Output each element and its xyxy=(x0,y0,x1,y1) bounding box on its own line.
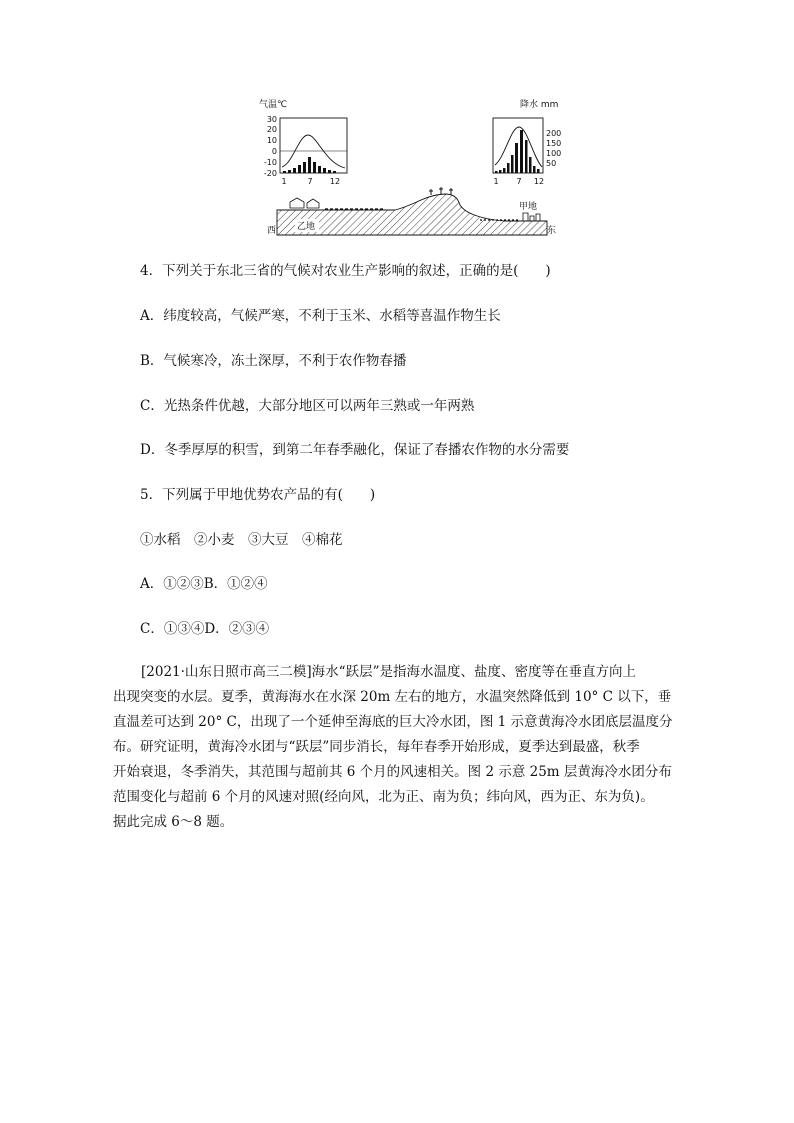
left-precip-bars xyxy=(283,157,336,173)
passage-line: 开始衰退，冬季消失，其范围与超前其 6 个月的风速相关。图 2 示意 25m 层黄海冷水团分布 xyxy=(113,764,672,780)
right-ytick: 200 xyxy=(546,129,562,138)
left-precip-bar xyxy=(333,171,336,173)
left-precip-bar xyxy=(328,170,331,173)
left-ytick: 20 xyxy=(266,125,277,134)
jia-label: 甲地 xyxy=(519,202,538,212)
passage-line: 直温差可达到 20° C，出现了一个延伸至海底的巨大冷水团，图 1 示意黄海冷水团底层温度分 xyxy=(113,714,673,730)
right-precip-bar xyxy=(525,140,528,173)
question-4-option-d: D．冬季厚厚的积雪，到第二年春季融化，保证了春播农作物的水分需要 xyxy=(140,442,570,458)
reading-passage xyxy=(113,660,683,835)
right-precip-bar xyxy=(520,130,523,173)
building-icon xyxy=(523,213,540,221)
left-precip-bar xyxy=(323,168,326,173)
passage-line: 出现突变的水层。夏季，黄海海水在水深 20m 左右的地方，水温突然降低到 10° C 以下，垂 xyxy=(113,689,672,705)
question-5-options-cd: C．①③④D．②③④ xyxy=(140,621,270,637)
right-ytick: 100 xyxy=(546,149,562,158)
right-precip-bar xyxy=(495,171,498,173)
right-precip-bar xyxy=(533,166,536,173)
question-5-stem: 5．下列属于甲地优势农产品的有( ) xyxy=(140,487,376,503)
right-chart-ylabel: 降水 mm xyxy=(520,100,559,110)
climate-terrain-figure xyxy=(255,95,562,245)
left-precip-bar xyxy=(313,162,316,173)
left-chart-ylabel: 气温℃ xyxy=(259,100,288,110)
right-precip-bar xyxy=(529,157,532,173)
question-4-option-b: B．气候寒冷，冻土深厚，不利于农作物春播 xyxy=(140,353,407,369)
passage-line: [2021·山东日照市高三二模]海水“跃层”是指海水温度、盐度、密度等在垂直方向上 xyxy=(141,664,636,680)
left-precip-bar xyxy=(303,162,306,173)
east-label: 东 xyxy=(547,226,557,236)
right-xtick: 12 xyxy=(533,177,545,186)
right-ytick: 50 xyxy=(546,159,557,168)
left-xtick: 1 xyxy=(281,177,287,186)
house-icon xyxy=(290,198,319,208)
tree-icon xyxy=(429,187,453,195)
right-xtick: 1 xyxy=(493,177,499,186)
question-4-option-c: C．光热条件优越，大部分地区可以两年三熟或一年两熟 xyxy=(140,398,475,414)
question-5-options-ab: A．①②③B．①②④ xyxy=(140,576,268,592)
west-label: 西 xyxy=(267,226,277,236)
left-climate-chart xyxy=(259,98,347,186)
right-precip-bar xyxy=(507,163,510,173)
right-precip-bar xyxy=(503,168,506,173)
right-xtick: 7 xyxy=(516,177,522,186)
right-precip-bar xyxy=(511,155,514,173)
left-precip-bar xyxy=(283,171,286,173)
passage-line: 据此完成 6～8 题。 xyxy=(113,814,234,830)
passage-line: 范围变化与超前 6 个月的风速对照(经向风，北为正、南为负；纬向风，西为正、东为负)。 xyxy=(113,789,654,805)
left-precip-bar xyxy=(288,170,291,173)
right-climate-chart xyxy=(493,98,561,186)
left-ytick: 10 xyxy=(266,136,277,145)
question-5-items: ①水稻 ②小麦 ③大豆 ④棉花 xyxy=(140,532,343,548)
right-ytick: 150 xyxy=(546,139,562,148)
question-4-option-a: A．纬度较高，气候严寒，不利于玉米、水稻等喜温作物生长 xyxy=(140,308,501,324)
left-ytick: -20 xyxy=(263,169,277,178)
passage-line: 布。研究证明，黄海冷水团与“跃层”同步消长，每年春季开始形成，夏季达到最盛，秋季 xyxy=(113,739,640,755)
right-precip-bars xyxy=(495,130,540,173)
terrain-profile xyxy=(267,187,556,236)
left-xtick: 7 xyxy=(307,177,313,186)
left-precip-bar xyxy=(293,168,296,173)
right-precip-bar xyxy=(515,143,518,173)
left-precip-bar xyxy=(298,165,301,173)
question-4-stem: 4．下列关于东北三省的气候对农业生产影响的叙述，正确的是( ) xyxy=(140,263,551,279)
yi-label: 乙地 xyxy=(297,222,316,232)
left-ytick: -10 xyxy=(263,158,277,167)
right-precip-bar xyxy=(537,169,540,173)
left-xtick: 12 xyxy=(329,177,341,186)
left-ytick: 0 xyxy=(271,147,277,156)
right-precip-bar xyxy=(499,170,502,173)
left-ytick: 30 xyxy=(266,115,277,124)
right-temperature-curve xyxy=(495,127,542,167)
left-precip-bar xyxy=(318,166,321,173)
left-precip-bar xyxy=(308,157,311,173)
